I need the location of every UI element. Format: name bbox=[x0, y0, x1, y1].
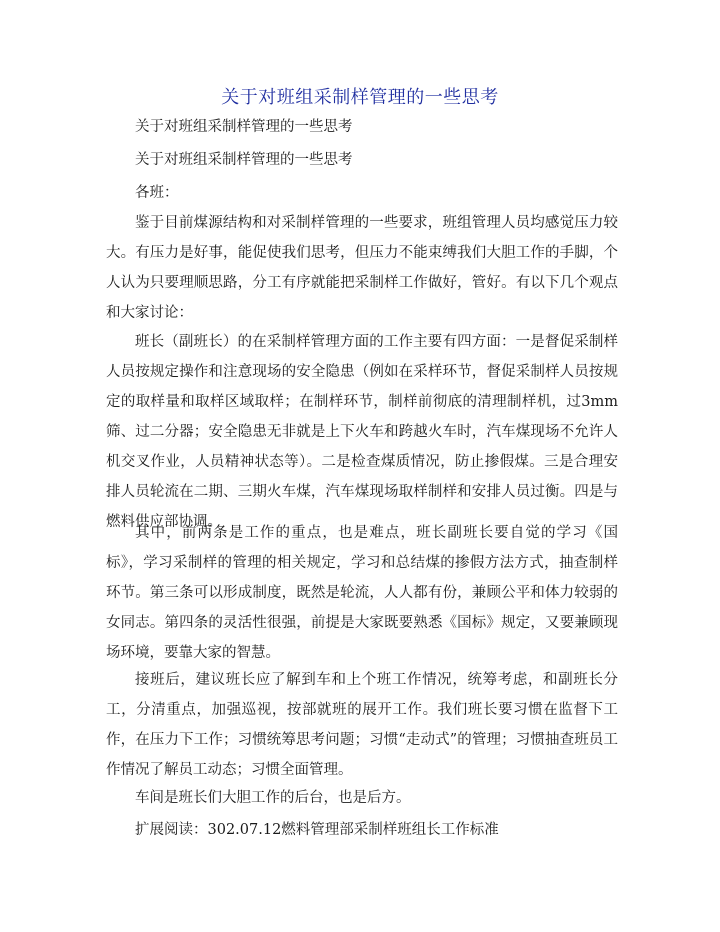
subtitle-line-2: 关于对班组采制样管理的一些思考 bbox=[135, 152, 353, 168]
paragraph-2: 班长（副班长）的在采制样管理方面的工作主要有四方面：一是督促采制样人员按规定操作和注意现场的安全隐患（例如在采样环节，督促采制样人员按规定的取样量和取样区域取样；在制样环节，制样前彻底的清理制样机，过3mm筛、过二分器；安全隐患无非就是上下火车和跨越火车时，汽车煤现场不允许人机交叉作业，人员精神状态等）。二是检查煤质情况，防止掺假煤。三是合理安排人员轮流在二期、三期火车煤，汽车煤现场取样制样和安排人员过衡。四是与燃料供应部协调。 bbox=[106, 334, 618, 530]
paragraph-1: 鉴于目前煤源结构和对采制样管理的一些要求，班组管理人员均感觉压力较大。有压力是好事，能促使我们思考，但压力不能束缚我们大胆工作的手脚，个人认为只要理顺思路，分工有序就能把采制样工作做好，管好。有以下几个观点和大家讨论： bbox=[106, 215, 618, 321]
document-title: 关于对班组采制样管理的一些思考 bbox=[221, 87, 499, 108]
paragraph-3: 其中，前两条是工作的重点，也是难点，班长副班长要自觉的学习《国标》，学习采制样的管理的相关规定，学习和总结煤的掺假方法方式，抽查制样环节。第三条可以形成制度，既然是轮流，人人都有份，兼顾公平和体力较弱的女同志。第四条的灵活性很强，前提是大家既要熟悉《国标》规定，又要兼顾现场环境，要靠大家的智慧。 bbox=[106, 525, 618, 661]
subtitle-line-1: 关于对班组采制样管理的一些思考 bbox=[135, 119, 353, 135]
salutation: 各班： bbox=[135, 185, 179, 201]
paragraph-6-extended-reading: 扩展阅读：302.07.12燃料管理部采制样班组长工作标准 bbox=[135, 822, 499, 838]
paragraph-5: 车间是班长们大胆工作的后台，也是后方。 bbox=[135, 790, 411, 806]
paragraph-4: 接班后，建议班长应了解到车和上个班工作情况，统筹考虑，和副班长分工，分清重点，加强巡视，按部就班的展开工作。我们班长要习惯在监督下工作，在压力下工作；习惯统筹思考问题；习惯“走动式”的管理；习惯抽查班员工作情况了解员工动态；习惯全面管理。 bbox=[106, 672, 618, 778]
